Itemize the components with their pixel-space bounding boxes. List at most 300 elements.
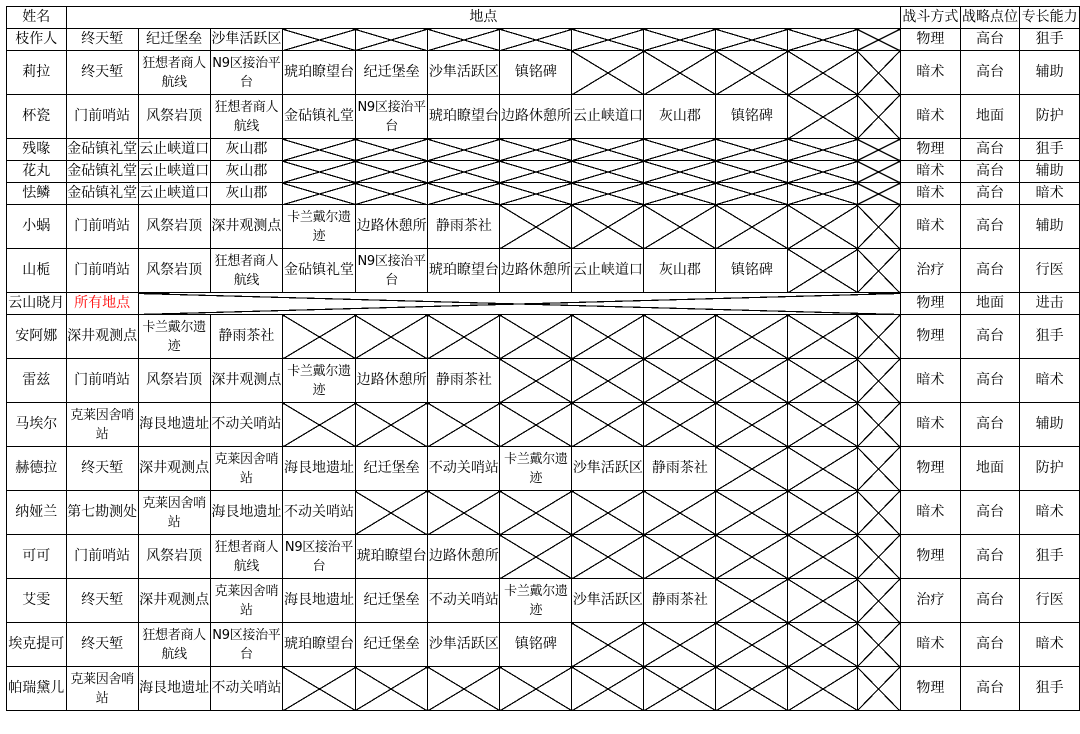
- location-cell-empty: [283, 403, 356, 447]
- location-cell: 金砧镇礼堂: [66, 161, 138, 183]
- location-cell-empty: [644, 535, 716, 579]
- location-cell: 沙隼活跃区: [572, 579, 644, 623]
- character-name: 云山晓月: [7, 293, 67, 315]
- character-name: 纳娅兰: [7, 491, 67, 535]
- location-cell: N9区接治平台: [210, 623, 283, 667]
- character-combat: 物理: [901, 315, 961, 359]
- character-specialty: 辅助: [1020, 403, 1080, 447]
- location-cell-empty: [572, 51, 644, 95]
- location-cell-empty: [500, 403, 572, 447]
- character-specialty: 暗术: [1020, 359, 1080, 403]
- location-cell-empty: [716, 183, 788, 205]
- location-cell: 纪迁堡垒: [355, 579, 428, 623]
- location-cell: 深井观测点: [138, 447, 210, 491]
- character-name: 小蜗: [7, 205, 67, 249]
- table-row: [7, 447, 1080, 491]
- location-cell: 深井观测点: [210, 205, 283, 249]
- character-position: 地面: [960, 95, 1020, 139]
- location-cell: 金砧镇礼堂: [283, 95, 356, 139]
- location-cell-empty: [788, 491, 858, 535]
- table-row: [7, 51, 1080, 95]
- location-cell-empty: [500, 535, 572, 579]
- location-cell-empty: [355, 29, 428, 51]
- location-cell: 金砧镇礼堂: [283, 249, 356, 293]
- location-cell-empty: [716, 535, 788, 579]
- character-specialty: 狙手: [1020, 29, 1080, 51]
- location-cell-empty: [428, 139, 500, 161]
- location-cell-empty: [572, 623, 644, 667]
- location-cell-empty: [788, 139, 858, 161]
- location-cell-empty: [500, 183, 572, 205]
- character-name: 帕瑞黛儿: [7, 667, 67, 711]
- location-cell-empty: [572, 535, 644, 579]
- character-combat: 治疗: [901, 579, 961, 623]
- location-cell: 边路休憩所: [500, 249, 572, 293]
- character-specialty: 狙手: [1020, 535, 1080, 579]
- location-cell-empty: [716, 359, 788, 403]
- location-cell-empty: [644, 161, 716, 183]
- location-cell-empty: [355, 161, 428, 183]
- location-cell: 风祭岩顶: [138, 249, 210, 293]
- location-cell: 终天堑: [66, 447, 138, 491]
- location-cell: 灰山郡: [210, 161, 283, 183]
- location-cell-empty: [788, 161, 858, 183]
- character-specialty: 防护: [1020, 447, 1080, 491]
- location-cell-empty: [857, 95, 900, 139]
- location-cell-empty: [857, 205, 900, 249]
- location-cell: 终天堑: [66, 579, 138, 623]
- location-cell: 门前哨站: [66, 535, 138, 579]
- location-cell: 门前哨站: [66, 249, 138, 293]
- location-cell-empty: [716, 447, 788, 491]
- table-row: [7, 249, 1080, 293]
- location-cell-empty: [644, 491, 716, 535]
- location-cell: 静雨茶社: [210, 315, 283, 359]
- location-cell-empty: [500, 667, 572, 711]
- character-combat: 暗术: [901, 51, 961, 95]
- location-cell: 琥珀瞭望台: [428, 249, 500, 293]
- location-cell: 狂想者商人航线: [210, 535, 283, 579]
- location-cell-empty: [644, 139, 716, 161]
- location-cell: 金砧镇礼堂: [66, 183, 138, 205]
- location-cell-empty: [500, 161, 572, 183]
- location-cell: 卡兰戴尔遗迹: [283, 205, 356, 249]
- location-cell: 镇铭碑: [500, 51, 572, 95]
- location-cell: 风祭岩顶: [138, 535, 210, 579]
- location-cell: 终天堑: [66, 623, 138, 667]
- location-cell: 卡兰戴尔遗迹: [500, 447, 572, 491]
- location-cell: N9区接治平台: [355, 95, 428, 139]
- character-specialty: 行医: [1020, 579, 1080, 623]
- character-combat: 暗术: [901, 359, 961, 403]
- location-cell: 卡兰戴尔遗迹: [138, 315, 210, 359]
- location-cell-empty: [788, 205, 858, 249]
- location-cell-empty: [138, 293, 900, 315]
- character-name: 枝作人: [7, 29, 67, 51]
- character-position: 高台: [960, 183, 1020, 205]
- location-cell: 边路休憩所: [355, 205, 428, 249]
- character-combat: 物理: [901, 139, 961, 161]
- location-cell: 克莱因舍哨站: [66, 403, 138, 447]
- location-cell: 终天堑: [66, 29, 138, 51]
- location-cell-empty: [857, 623, 900, 667]
- location-cell: 灰山郡: [210, 183, 283, 205]
- character-specialty: 进击: [1020, 293, 1080, 315]
- location-cell-empty: [857, 579, 900, 623]
- location-cell: 深井观测点: [210, 359, 283, 403]
- character-combat: 暗术: [901, 183, 961, 205]
- location-cell-empty: [428, 491, 500, 535]
- location-cell: 深井观测点: [66, 315, 138, 359]
- location-cell: 克莱因舍哨站: [210, 447, 283, 491]
- location-cell: 卡兰戴尔遗迹: [500, 579, 572, 623]
- location-cell: 沙隼活跃区: [572, 447, 644, 491]
- location-cell: 海艮地遗址: [210, 491, 283, 535]
- character-combat: 暗术: [901, 161, 961, 183]
- location-cell: 门前哨站: [66, 95, 138, 139]
- location-cell-empty: [788, 359, 858, 403]
- location-cell-empty: [283, 161, 356, 183]
- location-cell: 狂想者商人航线: [138, 623, 210, 667]
- location-cell-empty: [572, 667, 644, 711]
- location-cell-empty: [857, 667, 900, 711]
- location-cell: 海艮地遗址: [138, 667, 210, 711]
- location-cell-empty: [572, 29, 644, 51]
- location-cell-empty: [355, 667, 428, 711]
- header-specialty: 专长能力: [1020, 7, 1080, 29]
- location-cell: 镇铭碑: [716, 249, 788, 293]
- character-specialty: 狙手: [1020, 667, 1080, 711]
- location-cell-empty: [572, 139, 644, 161]
- location-cell-empty: [572, 205, 644, 249]
- table-row: [7, 667, 1080, 711]
- location-cell-empty: [716, 579, 788, 623]
- header-location: 地点: [66, 7, 900, 29]
- location-cell-empty: [572, 403, 644, 447]
- character-combat: 物理: [901, 535, 961, 579]
- location-cell-empty: [644, 403, 716, 447]
- character-specialty: 狙手: [1020, 315, 1080, 359]
- location-cell-empty: [355, 183, 428, 205]
- location-cell-empty: [500, 29, 572, 51]
- location-cell-empty: [788, 249, 858, 293]
- character-position: 高台: [960, 249, 1020, 293]
- location-cell-empty: [644, 183, 716, 205]
- location-cell-empty: [572, 491, 644, 535]
- location-cell-empty: [716, 623, 788, 667]
- character-position: 高台: [960, 205, 1020, 249]
- table-row: [7, 293, 1080, 315]
- location-cell: 纪迁堡垒: [355, 623, 428, 667]
- character-position: 地面: [960, 293, 1020, 315]
- table-row: [7, 535, 1080, 579]
- location-cell-empty: [716, 667, 788, 711]
- character-combat: 物理: [901, 293, 961, 315]
- location-cell-empty: [857, 161, 900, 183]
- location-cell: 风祭岩顶: [138, 205, 210, 249]
- character-position: 高台: [960, 535, 1020, 579]
- location-cell: N9区接治平台: [283, 535, 356, 579]
- location-cell: 不动关哨站: [210, 667, 283, 711]
- location-cell: 纪迁堡垒: [355, 447, 428, 491]
- location-cell: 静雨茶社: [428, 359, 500, 403]
- location-cell: 克莱因舍哨站: [210, 579, 283, 623]
- location-cell: 终天堑: [66, 51, 138, 95]
- location-cell: 不动关哨站: [283, 491, 356, 535]
- character-specialty: 行医: [1020, 249, 1080, 293]
- location-cell-empty: [572, 359, 644, 403]
- character-specialty: 暗术: [1020, 623, 1080, 667]
- location-cell-empty: [428, 161, 500, 183]
- location-cell: 克莱因舍哨站: [66, 667, 138, 711]
- table-row: [7, 623, 1080, 667]
- location-cell: 风祭岩顶: [138, 95, 210, 139]
- location-cell-empty: [644, 623, 716, 667]
- location-cell: 灰山郡: [210, 139, 283, 161]
- location-cell-empty: [857, 139, 900, 161]
- location-cell-empty: [857, 491, 900, 535]
- location-cell: 纪迁堡垒: [138, 29, 210, 51]
- table-row: [7, 29, 1080, 51]
- location-cell: 灰山郡: [644, 95, 716, 139]
- character-combat: 物理: [901, 667, 961, 711]
- location-cell-empty: [644, 359, 716, 403]
- location-cell-empty: [716, 205, 788, 249]
- location-cell-empty: [716, 403, 788, 447]
- character-combat: 物理: [901, 447, 961, 491]
- table-row: [7, 205, 1080, 249]
- table-row: [7, 491, 1080, 535]
- location-cell-empty: [857, 315, 900, 359]
- location-cell-empty: [428, 315, 500, 359]
- character-name: 可可: [7, 535, 67, 579]
- location-cell-empty: [355, 403, 428, 447]
- character-specialty: 暗术: [1020, 491, 1080, 535]
- character-position: 高台: [960, 579, 1020, 623]
- location-cell: 云止峡道口: [572, 95, 644, 139]
- character-combat: 暗术: [901, 403, 961, 447]
- character-name: 山栀: [7, 249, 67, 293]
- location-cell: 不动关哨站: [210, 403, 283, 447]
- location-cell: 金砧镇礼堂: [66, 139, 138, 161]
- location-cell: 不动关哨站: [428, 579, 500, 623]
- location-cell: 卡兰戴尔遗迹: [283, 359, 356, 403]
- character-name: 莉拉: [7, 51, 67, 95]
- location-cell-empty: [788, 535, 858, 579]
- character-name: 杯瓷: [7, 95, 67, 139]
- header-row: [7, 7, 1080, 29]
- location-cell: 灰山郡: [644, 249, 716, 293]
- location-cell-empty: [500, 205, 572, 249]
- location-cell-empty: [644, 205, 716, 249]
- character-position: 高台: [960, 29, 1020, 51]
- location-cell-empty: [283, 139, 356, 161]
- location-cell: 镇铭碑: [500, 623, 572, 667]
- character-name: 安阿娜: [7, 315, 67, 359]
- location-cell-empty: [644, 667, 716, 711]
- character-name: 艾雯: [7, 579, 67, 623]
- location-cell-empty: [788, 579, 858, 623]
- character-name: 雷兹: [7, 359, 67, 403]
- table-row: [7, 95, 1080, 139]
- character-specialty: 辅助: [1020, 161, 1080, 183]
- table-row: [7, 359, 1080, 403]
- location-cell: 海艮地遗址: [138, 403, 210, 447]
- location-cell: 门前哨站: [66, 359, 138, 403]
- location-cell-empty: [716, 315, 788, 359]
- location-cell-empty: [857, 51, 900, 95]
- location-cell-empty: [572, 315, 644, 359]
- location-cell: 静雨茶社: [428, 205, 500, 249]
- location-cell-empty: [428, 667, 500, 711]
- location-cell-empty: [788, 29, 858, 51]
- location-cell-empty: [428, 183, 500, 205]
- location-cell-empty: [428, 403, 500, 447]
- character-combat: 治疗: [901, 249, 961, 293]
- character-specialty: 辅助: [1020, 51, 1080, 95]
- location-cell-empty: [283, 29, 356, 51]
- location-cell-empty: [355, 491, 428, 535]
- location-cell-empty: [572, 161, 644, 183]
- location-cell-empty: [716, 51, 788, 95]
- character-combat: 暗术: [901, 491, 961, 535]
- character-position: 高台: [960, 359, 1020, 403]
- location-cell-empty: [500, 359, 572, 403]
- location-cell: 云止峡道口: [138, 161, 210, 183]
- location-cell: N9区接治平台: [210, 51, 283, 95]
- character-name: 花丸: [7, 161, 67, 183]
- character-position: 高台: [960, 315, 1020, 359]
- location-cell-empty: [788, 315, 858, 359]
- location-cell-all: 所有地点: [66, 293, 138, 315]
- character-position: 高台: [960, 139, 1020, 161]
- character-location-table: [6, 6, 1080, 711]
- character-combat: 暗术: [901, 95, 961, 139]
- location-cell-empty: [788, 51, 858, 95]
- location-cell-empty: [788, 623, 858, 667]
- location-cell: 沙隼活跃区: [428, 51, 500, 95]
- table-row: [7, 183, 1080, 205]
- table-row: [7, 139, 1080, 161]
- location-cell: 风祭岩顶: [138, 359, 210, 403]
- character-name: 残喙: [7, 139, 67, 161]
- location-cell-empty: [857, 403, 900, 447]
- location-cell-empty: [788, 95, 858, 139]
- location-cell-empty: [283, 183, 356, 205]
- location-cell: 琥珀瞭望台: [428, 95, 500, 139]
- location-cell-empty: [857, 249, 900, 293]
- location-cell-empty: [644, 29, 716, 51]
- location-cell-empty: [644, 51, 716, 95]
- header-position: 战略点位: [960, 7, 1020, 29]
- location-cell: 狂想者商人航线: [138, 51, 210, 95]
- location-cell: 深井观测点: [138, 579, 210, 623]
- table-row: [7, 579, 1080, 623]
- location-cell: 边路休憩所: [500, 95, 572, 139]
- character-position: 高台: [960, 667, 1020, 711]
- location-cell: 门前哨站: [66, 205, 138, 249]
- location-cell-empty: [716, 139, 788, 161]
- location-cell-empty: [716, 491, 788, 535]
- location-cell-empty: [428, 29, 500, 51]
- location-cell: 云止峡道口: [572, 249, 644, 293]
- location-cell-empty: [283, 315, 356, 359]
- location-cell: 狂想者商人航线: [210, 249, 283, 293]
- location-cell: 静雨茶社: [644, 447, 716, 491]
- character-position: 高台: [960, 403, 1020, 447]
- location-cell-empty: [500, 491, 572, 535]
- location-cell: 琥珀瞭望台: [283, 51, 356, 95]
- location-cell-empty: [716, 161, 788, 183]
- character-position: 高台: [960, 51, 1020, 95]
- character-name: 马埃尔: [7, 403, 67, 447]
- character-position: 高台: [960, 623, 1020, 667]
- location-cell-empty: [500, 139, 572, 161]
- location-cell-empty: [283, 667, 356, 711]
- location-cell: 云止峡道口: [138, 183, 210, 205]
- location-cell-empty: [788, 447, 858, 491]
- character-combat: 暗术: [901, 623, 961, 667]
- table-row: [7, 161, 1080, 183]
- location-cell-empty: [857, 535, 900, 579]
- location-cell: 海艮地遗址: [283, 447, 356, 491]
- location-cell-empty: [716, 29, 788, 51]
- location-cell-empty: [355, 139, 428, 161]
- location-cell-empty: [355, 315, 428, 359]
- header-name: 姓名: [7, 7, 67, 29]
- location-cell: 沙隼活跃区: [210, 29, 283, 51]
- location-cell: 边路休憩所: [355, 359, 428, 403]
- location-cell: N9区接治平台: [355, 249, 428, 293]
- character-specialty: 防护: [1020, 95, 1080, 139]
- location-cell-empty: [788, 667, 858, 711]
- location-cell-empty: [788, 183, 858, 205]
- character-name: 埃克提可: [7, 623, 67, 667]
- character-position: 高台: [960, 161, 1020, 183]
- character-specialty: 辅助: [1020, 205, 1080, 249]
- location-cell-empty: [857, 183, 900, 205]
- location-cell: 第七勘测处: [66, 491, 138, 535]
- location-cell-empty: [572, 183, 644, 205]
- table-row: [7, 315, 1080, 359]
- location-cell: 边路休憩所: [428, 535, 500, 579]
- location-cell: 镇铭碑: [716, 95, 788, 139]
- location-cell-empty: [857, 359, 900, 403]
- location-cell: 不动关哨站: [428, 447, 500, 491]
- location-cell-empty: [788, 403, 858, 447]
- location-cell: 琥珀瞭望台: [283, 623, 356, 667]
- character-combat: 暗术: [901, 205, 961, 249]
- location-cell: 云止峡道口: [138, 139, 210, 161]
- location-cell-empty: [500, 315, 572, 359]
- character-name: 怯鳞: [7, 183, 67, 205]
- location-cell: 静雨茶社: [644, 579, 716, 623]
- location-cell: 海艮地遗址: [283, 579, 356, 623]
- character-name: 赫德拉: [7, 447, 67, 491]
- character-position: 地面: [960, 447, 1020, 491]
- location-cell-empty: [857, 29, 900, 51]
- character-position: 高台: [960, 491, 1020, 535]
- character-combat: 物理: [901, 29, 961, 51]
- header-combat: 战斗方式: [901, 7, 961, 29]
- location-cell: 纪迁堡垒: [355, 51, 428, 95]
- location-cell-empty: [857, 447, 900, 491]
- location-cell: 琥珀瞭望台: [355, 535, 428, 579]
- character-specialty: 暗术: [1020, 183, 1080, 205]
- location-cell-empty: [644, 315, 716, 359]
- table-row: [7, 403, 1080, 447]
- character-specialty: 狙手: [1020, 139, 1080, 161]
